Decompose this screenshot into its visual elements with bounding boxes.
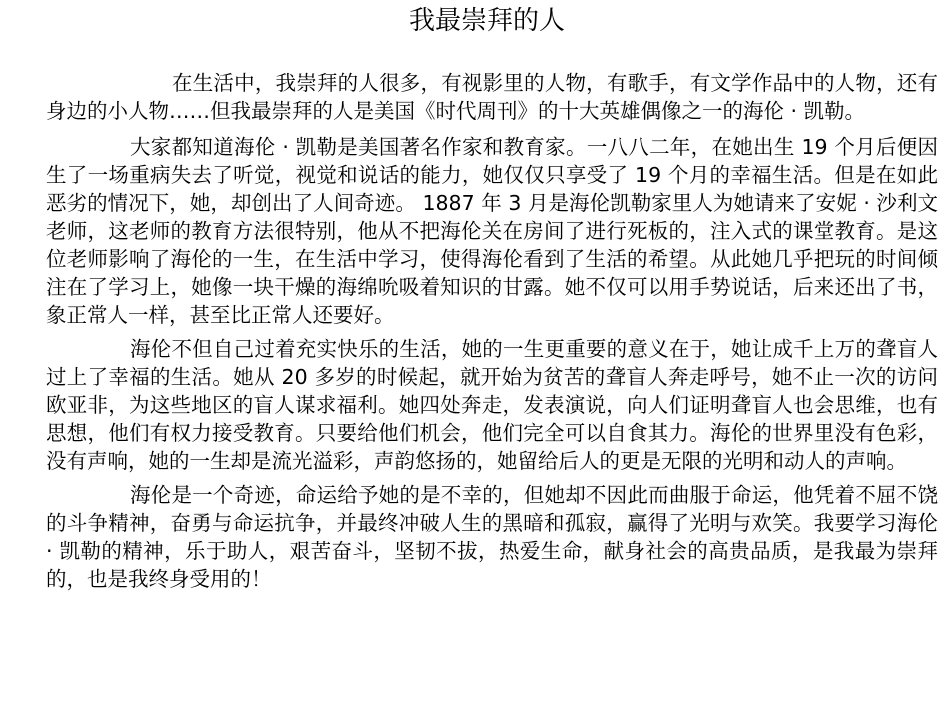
paragraph-intro: 在生活中，我崇拜的人很多，有视影里的人物，有歌手，有文学作品中的人物，还有身边的小人物……但我最崇拜的人是美国《时代周刊》的十大英雄偶像之一的海伦 · 凯勒。 bbox=[46, 71, 938, 123]
document-title: 我最崇拜的人 bbox=[408, 6, 565, 36]
paragraph-contribution: 海伦不但自己过着充实快乐的生活，她的一生更重要的意义在于，她让成千上万的聋盲人过上了幸福的生活。她从 20 多岁的时候起，就开始为贫苦的聋盲人奔走呼号，她不止一次的访问欧亚非，为这些地区的盲人谋求福利。她四处奔走，发表演说，向人们证明聋盲人也会思维，也有思想，他们有权力接受教育。只要给他们机会，他们完全可以自食其力。海伦的世界里没有色彩，没有声响，她的一生却是流光溢彩，声韵悠扬的，她留给后人的更是无限的光明和动人的声响。 bbox=[46, 337, 938, 473]
paragraph-conclusion: 海伦是一个奇迹，命运给予她的是不幸的，但她却不因此而曲服于命运，他凭着不屈不饶的斗争精神，奋勇与命运抗争，并最终冲破人生的黑暗和孤寂，赢得了光明与欢笑。我要学习海伦 · 凯勒的精神，乐于助人，艰苦奋斗，坚韧不拔，热爱生命，献身社会的高贵品质，是我最为崇拜的，也是我终身受用的！ bbox=[46, 483, 938, 591]
essay-body bbox=[46, 69, 938, 599]
paragraph-biography: 大家都知道海伦 · 凯勒是美国著名作家和教育家。一八八二年，在她出生 19 个月后便因生了一场重病失去了听觉，视觉和说话的能力，她仅仅只享受了 19 个月的幸福生活。但是在如此恶劣的情况下，她，却创出了人间奇迹。 1887 年 3 月是海伦凯勒家里人为她请来了安妮 · 沙利文老师，这老师的教育方法很特别，他从不把海伦关在房间了进行死板的，注入式的课堂教育。是这位老师影响了海伦的一生，在生活中学习，使得海伦看到了生活的希望。从此她几乎把玩的时间倾注在了学习上，她像一块干燥的海绵吮吸着知识的甘露。她不仅可以用手势说话，后来还出了书，象正常人一样，甚至比正常人还要好。 bbox=[46, 135, 938, 327]
